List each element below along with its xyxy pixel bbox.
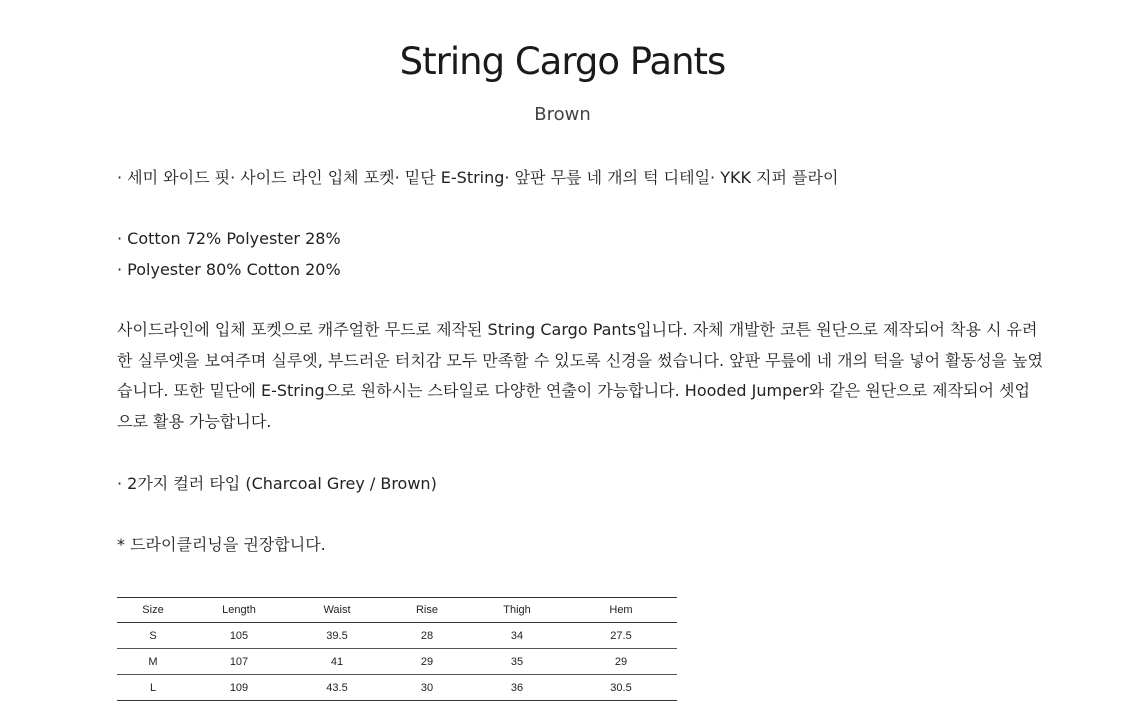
cell-size: M [117,649,189,675]
cell-size: L [117,675,189,701]
cell-length: 107 [189,649,289,675]
cell-thigh: 35 [469,649,565,675]
table-row [117,623,677,649]
feature-list: · 세미 와이드 핏· 사이드 라인 입체 포켓· 밑단 E-String· 앞판 무릎 네 개의 턱 디테일· YKK 지퍼 플라이 [117,168,839,187]
cell-rise: 30 [385,675,469,701]
header-rise: Rise [385,598,469,623]
cell-size: S [117,623,189,649]
care-note: * 드라이클리닝을 권장합니다. [117,535,326,554]
header-hem: Hem [565,598,677,623]
cell-thigh: 34 [469,623,565,649]
cell-waist: 41 [289,649,385,675]
cell-thigh: 36 [469,675,565,701]
header-size: Size [117,598,189,623]
cell-hem: 30.5 [565,675,677,701]
paragraph-line: 한 실루엣을 보여주며 실루엣, 부드러운 터치감 모두 만족할 수 있도록 신경을 썼습니다. 앞판 무릎에 네 개의 턱을 넣어 활동성을 높였 [117,351,1043,370]
table-row [117,675,677,701]
product-color: Brown [534,104,591,125]
cell-rise: 29 [385,649,469,675]
cell-hem: 29 [565,649,677,675]
cell-length: 105 [189,623,289,649]
product-title: String Cargo Pants [399,40,726,83]
material-line-2: · Polyester 80% Cotton 20% [117,260,341,279]
cell-waist: 43.5 [289,675,385,701]
cell-rise: 28 [385,623,469,649]
cell-waist: 39.5 [289,623,385,649]
cell-length: 109 [189,675,289,701]
table-row [117,649,677,675]
cell-hem: 27.5 [565,623,677,649]
header-waist: Waist [289,598,385,623]
paragraph-line: 사이드라인에 입체 포켓으로 캐주얼한 무드로 제작된 String Cargo Pants입니다. 자체 개발한 코튼 원단으로 제작되어 착용 시 유려 [117,320,1038,339]
paragraph-line: 습니다. 또한 밑단에 E-String으로 원하시는 스타일로 다양한 연출이 가능합니다. Hooded Jumper와 같은 원단으로 제작되어 셋업 [117,381,1030,400]
paragraph-line: 으로 활용 가능합니다. [117,412,272,431]
size-table-header-row [117,598,677,623]
size-table [117,597,677,701]
header-length: Length [189,598,289,623]
header-thigh: Thigh [469,598,565,623]
material-line-1: · Cotton 72% Polyester 28% [117,229,341,248]
color-types: · 2가지 컬러 타입 (Charcoal Grey / Brown) [117,474,437,493]
